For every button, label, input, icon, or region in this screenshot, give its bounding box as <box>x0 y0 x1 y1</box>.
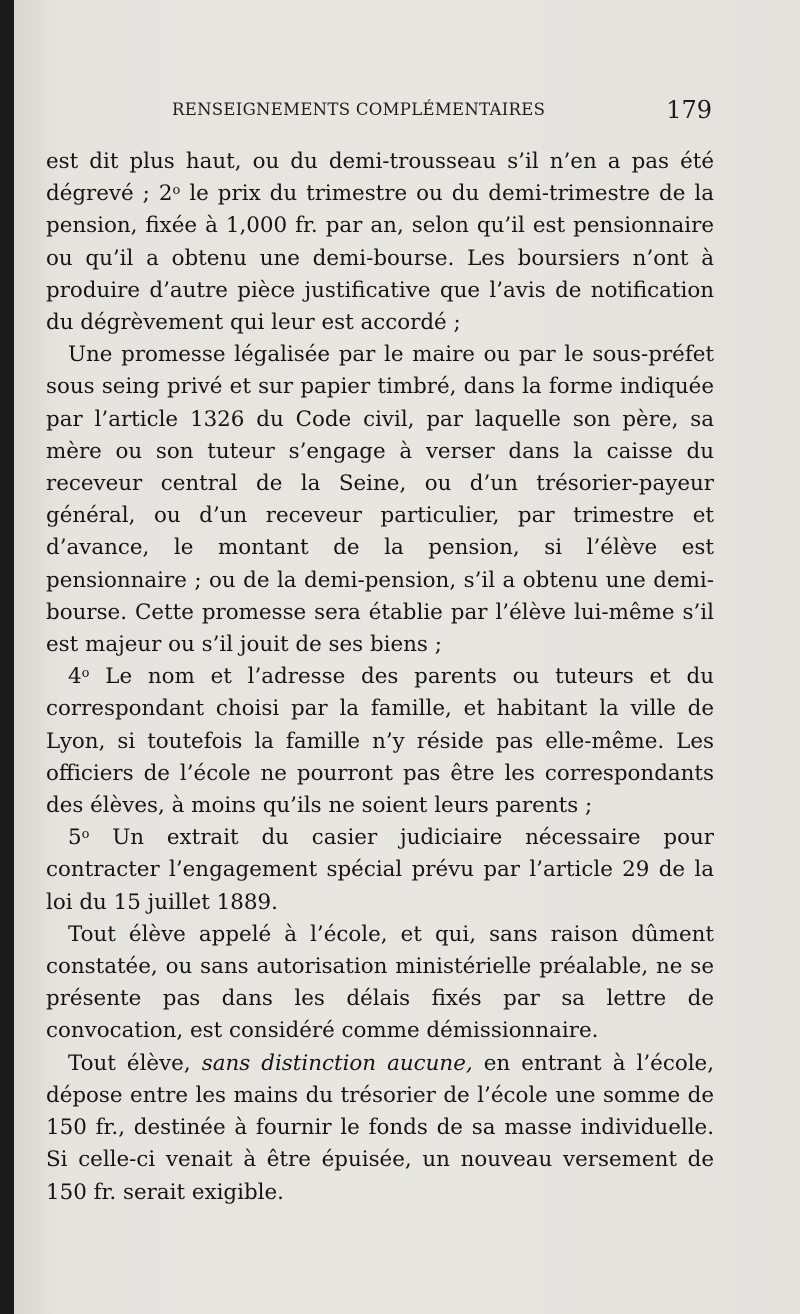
paragraph-4 <box>46 822 714 919</box>
item-4-marker-sup: o <box>81 666 90 682</box>
paragraph-2 <box>46 339 714 661</box>
paragraph-3 <box>46 661 714 822</box>
page-body <box>46 146 714 1209</box>
item-2-text: le prix du trimestre ou du demi-trimestre de la pension, fixée à 1,000 fr. par an, selon qu’il est pensionnaire ou qu’il a obtenu une demi-bourse. Les boursiers n’ont à produire d’autre pièce justificative que l’avis de notification du dégrèvement qui leur est accordé ; <box>46 181 714 336</box>
item-5-marker: 5 <box>68 825 82 851</box>
paragraph-5 <box>46 919 714 1048</box>
item-2-marker-sup: o <box>172 183 181 199</box>
page-number: 179 <box>666 96 712 124</box>
paragraph-6-emphasis: sans distinction aucune, <box>201 1050 473 1076</box>
running-header-title: RENSEIGNEMENTS COMPLÉMENTAIRES <box>172 100 546 119</box>
paragraph-1-text: est dit plus haut, ou du demi-trousseau s’il n’en a pas été dégrevé ; <box>46 149 714 207</box>
running-header <box>172 98 712 128</box>
book-page <box>14 0 800 1314</box>
paragraph-6 <box>46 1048 714 1209</box>
item-4-text: Le nom et l’adresse des parents ou tuteurs et du correspondant choisi par la famille, et habitant la ville de Lyon, si toutefois la famille n’y réside pas elle-même. Les officiers de l’école ne pourront pas être les correspondants des élèves, à moins qu’ils ne soient leurs parents ; <box>46 664 714 819</box>
paragraph-6-rest: en entrant à l’école, dépose entre les mains du trésorier de l’école une somme de 150 fr., destinée à fournir le fonds de sa masse individuelle. Si celle-ci venait à être épuisée, un nouveau versement de 150 fr. serait exigible. <box>46 1050 714 1205</box>
paragraph-5-text: Tout élève appelé à l’école, et qui, sans raison dûment constatée, ou sans autorisation ministérielle préalable, ne se présente pas dans les délais fixés par sa lettre de convocation, est considéré comme démissionnaire. <box>46 921 714 1044</box>
item-5-text: Un extrait du casier judiciaire nécessaire pour contracter l’engagement spécial prévu par l’article 29 de la loi du 15 juillet 1889. <box>46 825 714 915</box>
paragraph-6-start: Tout élève, <box>68 1050 191 1076</box>
item-5-marker-sup: o <box>81 827 90 843</box>
paragraph-1 <box>46 146 714 339</box>
item-2-marker: 2 <box>158 181 173 207</box>
item-4-marker: 4 <box>68 664 82 690</box>
paragraph-2-text: Une promesse légalisée par le maire ou par le sous-préfet sous seing privé et sur papier timbré, dans la forme indiquée par l’article 1326 du Code civil, par laquelle son père, sa mère ou son tuteur s’engage à verser dans la caisse du receveur central de la Seine, ou d’un trésorier-payeur général, ou d’un receveur particulier, par trimestre et d’avance, le montant de la pension, si l’élève est pensionnaire ; ou de la demi-pension, s’il a obtenu une demi-bourse. Cette promesse sera établie par l’élève lui-même s’il est majeur ou s’il jouit de ses biens ; <box>46 342 714 658</box>
